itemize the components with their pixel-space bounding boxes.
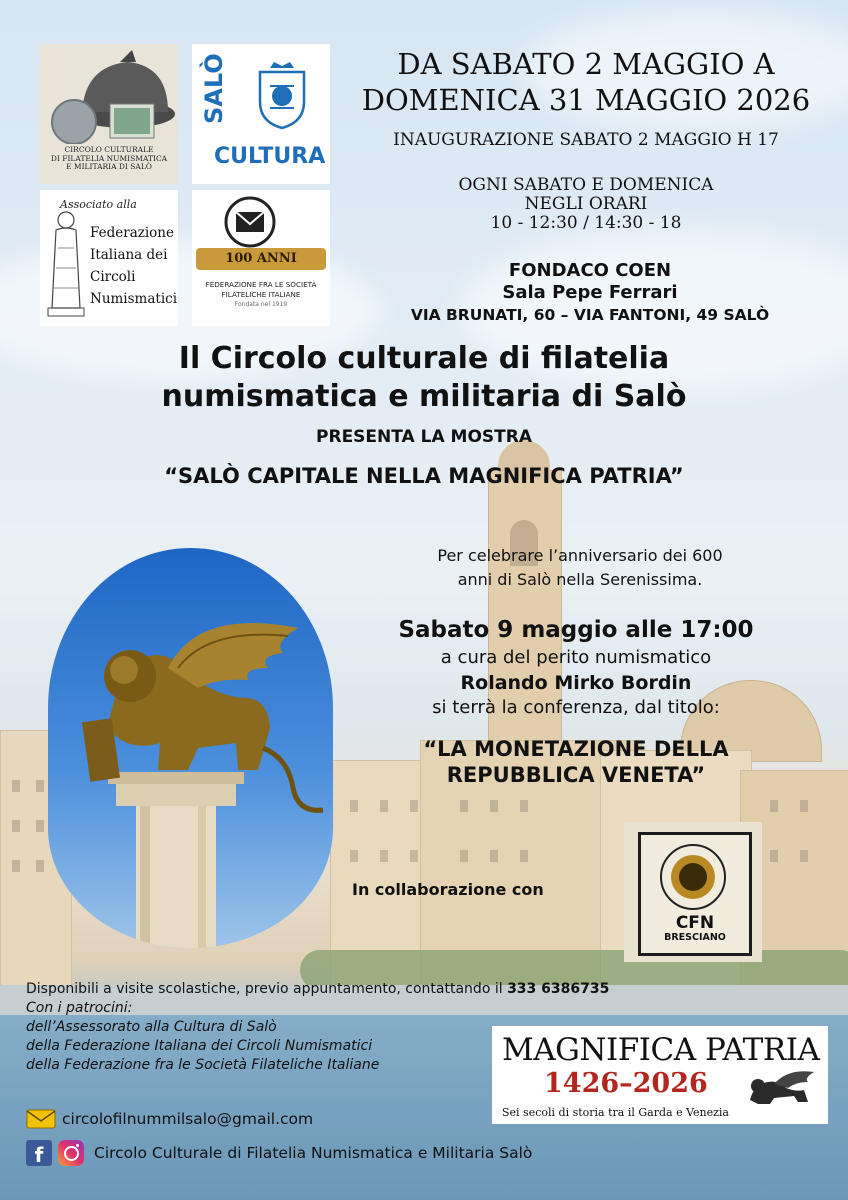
cfn-bresciano-logo [624, 822, 762, 962]
fsfi-line1: FEDERAZIONE FRA LE SOCIETÀ [205, 280, 317, 289]
cfn-lion-emblem-icon [658, 842, 728, 912]
patronage-line2: della Federazione Italiana dei Circoli Numismatici [26, 1038, 373, 1054]
venue-address: VIA BRUNATI, 60 – VIA FANTONI, 49 SALÒ [410, 306, 770, 324]
fsfi-logo [192, 190, 330, 326]
main-title-line2: numismatica e militaria di Salò [161, 379, 687, 414]
fin-line3: Circoli [90, 269, 136, 285]
patronage-label: Con i patrocini: [26, 1000, 133, 1016]
collaboration-label: In collaborazione con [352, 880, 544, 899]
conference-curator: a cura del perito numismatico [440, 647, 712, 668]
cfn-name: CFN [675, 913, 715, 933]
magnifica-years: 1426–2026 [544, 1068, 708, 1099]
school-visits-text [26, 980, 609, 999]
instagram-icon[interactable] [58, 1140, 84, 1166]
fsfi-line2: FILATELICHE ITALIANE [221, 290, 301, 299]
envelope-emblem-icon [220, 194, 284, 250]
fin-line2: Italiana dei [90, 247, 168, 263]
lion-of-st-mark-icon [744, 1066, 816, 1110]
date-range-line2: DOMENICA 31 MAGGIO 2026 [361, 83, 811, 117]
patronage-line3: della Federazione fra le Società Filateliche Italiane [26, 1057, 380, 1073]
circolo-logo-line1: CIRCOLO CULTURALE [64, 145, 154, 154]
hours-line1: OGNI SABATO E DOMENICA [458, 175, 714, 195]
celebrate-line2: anni di Salò nella Serenissima. [457, 570, 703, 589]
phone-number[interactable]: 333 6386735 [507, 981, 610, 997]
celebrate-line1: Per celebrare l’anniversario dei 600 [437, 546, 723, 565]
circolo-logo-line2: DI FILATELIA NUMISMATICA [50, 153, 168, 163]
salo-word: SALÒ [200, 53, 228, 124]
email-link[interactable]: circolofilnummilsalo@gmail.com [62, 1110, 314, 1128]
school-visits-label: Disponibili a visite scolastiche, previo appuntamento, contattando il [26, 981, 508, 997]
social-page-name[interactable]: Circolo Culturale di Filatelia Numismatica e Militaria Salò [94, 1144, 533, 1162]
helmet-coin-icon [40, 44, 178, 144]
salo-coat-of-arms-icon [252, 62, 312, 132]
fin-line1: Federazione [90, 225, 174, 241]
conference-date: Sabato 9 maggio alle 17:00 [398, 617, 754, 643]
salo-cultura-logo [192, 44, 330, 184]
fsfi-badge-text: 100 ANNI [225, 251, 297, 266]
fsfi-line3: Fondata nel 1919 [234, 301, 288, 308]
facebook-icon[interactable]: f [26, 1140, 52, 1166]
magnifica-subtitle: Sei secoli di storia tra il Garda e Venezia [502, 1106, 729, 1119]
date-range-line1: DA SABATO 2 MAGGIO A [397, 47, 775, 81]
circolo-logo-line3: E MILITARIA DI SALÒ [66, 162, 152, 171]
magnifica-title: MAGNIFICA PATRIA [502, 1032, 820, 1068]
cfn-city: BRESCIANO [664, 932, 726, 943]
allegory-statue-icon [44, 208, 88, 320]
conference-title-line1: “LA MONETAZIONE DELLA [423, 737, 729, 761]
fin-logo [40, 190, 178, 326]
hours-line3: 10 - 12:30 / 14:30 - 18 [490, 213, 682, 233]
venue-name: FONDACO COEN [508, 260, 672, 281]
conference-announce: si terrà la conferenza, dal titolo: [432, 697, 720, 718]
inauguration-text: INAUGURAZIONE SABATO 2 MAGGIO H 17 [393, 130, 779, 150]
fin-line4: Numismatici [90, 291, 178, 307]
cultura-word: CULTURA [214, 144, 326, 169]
venue-room: Sala Pepe Ferrari [502, 282, 678, 303]
conference-title-line2: REPUBBLICA VENETA” [446, 763, 706, 787]
hours-line2: NEGLI ORARI [524, 194, 648, 214]
magnifica-patria-logo [492, 1026, 828, 1124]
conference-speaker: Rolando Mirko Bordin [460, 672, 692, 694]
exhibition-title: “SALÒ CAPITALE NELLA MAGNIFICA PATRIA” [164, 464, 684, 488]
main-title-line1: Il Circolo culturale di filatelia [178, 341, 670, 376]
circolo-logo [40, 44, 178, 184]
fsfi-badge [196, 248, 326, 270]
fin-top-text: Associato alla [60, 198, 137, 211]
patronage-line1: dell’Assessorato alla Cultura di Salò [26, 1019, 277, 1035]
winged-lion-photo [48, 548, 333, 948]
presents-text: PRESENTA LA MOSTRA [316, 427, 532, 447]
envelope-icon [26, 1109, 56, 1129]
